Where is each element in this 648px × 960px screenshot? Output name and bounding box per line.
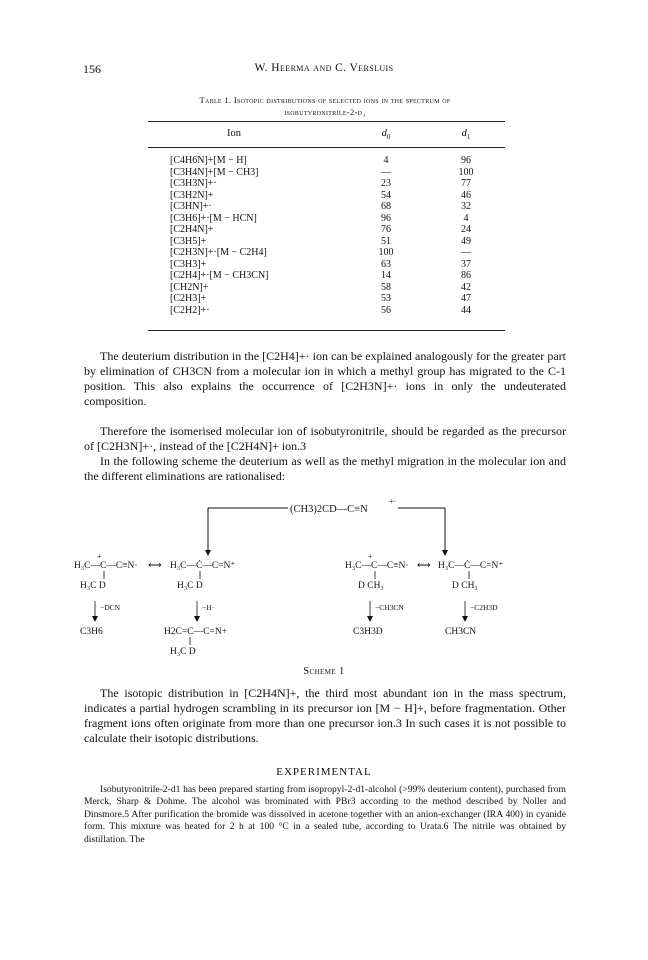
ion-cell: [C3H5]+ bbox=[170, 235, 207, 247]
table-header-d0-letter: d bbox=[381, 128, 387, 139]
ion-cell: [C3H4N]+[M − CH3] bbox=[170, 166, 259, 178]
d0-cell: 23 bbox=[381, 178, 391, 189]
scheme-product-4: CH3CN bbox=[445, 627, 477, 637]
ion-cell: [C2H3N]+·[M − C2H4] bbox=[170, 247, 267, 258]
running-head: W. Heerma and C. Versluis bbox=[254, 62, 394, 74]
scheme-product-2: H2C=C—C=N+ bbox=[164, 627, 228, 637]
ion-cell: [CH2N]+ bbox=[170, 281, 209, 293]
d0-cell: 4 bbox=[383, 155, 389, 166]
scheme-loss-1: −DCN bbox=[100, 603, 121, 612]
svg-text:+: + bbox=[97, 552, 102, 561]
d0-cell: 76 bbox=[381, 224, 391, 235]
table-header-d1: $d_1$ bbox=[461, 128, 471, 142]
scheme-caption: Scheme 1 bbox=[303, 666, 345, 677]
scheme-loss-4: −C2H3D bbox=[470, 603, 498, 612]
svg-text:+: + bbox=[368, 552, 373, 561]
ion-cell: [C3HN]+· bbox=[170, 201, 212, 212]
table-caption bbox=[110, 94, 540, 118]
ion-cell: [C4H6N]+[M − H] bbox=[170, 155, 247, 166]
ion-cell: [C3H3N]+· bbox=[170, 178, 217, 189]
table-row bbox=[170, 201, 500, 213]
table-row bbox=[170, 155, 500, 167]
d0-cell: 68 bbox=[381, 201, 391, 212]
svg-text:H₃C D: H₃C D bbox=[80, 581, 106, 591]
table-row bbox=[170, 247, 500, 259]
svg-text:D CH₃: D CH₃ bbox=[452, 581, 478, 591]
d0-cell: 14 bbox=[381, 270, 391, 281]
d0-cell: 58 bbox=[381, 281, 391, 293]
table-row bbox=[170, 270, 500, 282]
table-caption-line2: isobutyronitrile-2-d₁ bbox=[284, 107, 366, 117]
svg-text:H₃C D: H₃C D bbox=[170, 647, 196, 657]
d1-cell: 77 bbox=[461, 178, 471, 189]
table-row bbox=[170, 178, 500, 190]
d0-cell: 100 bbox=[378, 247, 394, 258]
scheme-product-1: C3H6 bbox=[80, 627, 103, 637]
ion-cell: [C3H2N]+ bbox=[170, 189, 214, 201]
d0-cell: 96 bbox=[381, 212, 391, 224]
d0-cell: 53 bbox=[381, 293, 391, 304]
table-header-d1-letter: d bbox=[461, 128, 467, 139]
scheme-product-3: C3H3D bbox=[353, 627, 383, 637]
table-body bbox=[170, 155, 500, 316]
table-row bbox=[170, 305, 500, 317]
svg-text:H₃C D: H₃C D bbox=[177, 581, 203, 591]
svg-text:⟷: ⟷ bbox=[148, 561, 162, 571]
d1-cell: 49 bbox=[461, 235, 471, 247]
table-header-ion: Ion bbox=[227, 128, 241, 139]
table-header-d0: $d_0$ bbox=[381, 128, 391, 142]
d0-cell: 63 bbox=[381, 258, 391, 270]
d1-cell: 32 bbox=[461, 201, 471, 212]
experimental-text: Isobutyronitrile-2-d1 has been prepared starting from isopropyl-2-d1-alcohol (>99% deuterium content), purchased from Merck, Sharp & Dohme. The alcohol was brominated with PBr3 according to the method described by Noller and Dinsmore.5 After purification the bromide was dissolved in acetone together with an anion-exchanger (IRA 400) in cyanide form. This mixture was heated for 2 h at 100 °C in a sealed tube, according to Urata.6 The nitrile was obtained by distillation. The bbox=[84, 784, 566, 845]
d0-cell: 54 bbox=[381, 189, 391, 201]
ion-cell: [C2H2]+· bbox=[170, 304, 210, 316]
paragraph-2: Therefore the isomerised molecular ion of isobutyronitrile, should be regarded as the precursor of [C2H3N]+·, instead of the [C2H4N]+ ion.3 bbox=[84, 424, 566, 453]
table-row bbox=[170, 236, 500, 248]
experimental-heading: EXPERIMENTAL bbox=[276, 766, 372, 778]
d1-cell: 86 bbox=[461, 270, 471, 281]
d1-cell: 47 bbox=[461, 293, 471, 304]
table-top-rule bbox=[148, 121, 505, 122]
ion-cell: [C2H4]+·[M − CH3CN] bbox=[170, 270, 269, 281]
table-row bbox=[170, 282, 500, 294]
table-header-rule bbox=[148, 147, 505, 148]
table-bottom-rule bbox=[148, 330, 505, 331]
d1-cell: 4 bbox=[463, 212, 469, 224]
table-row bbox=[170, 259, 500, 271]
reaction-scheme bbox=[60, 494, 600, 660]
paragraph-3: In the following scheme the deuterium as well as the methyl migration in the molecular ion and the different eliminations are rationalised: bbox=[84, 454, 566, 483]
d0-cell: 51 bbox=[381, 235, 391, 247]
table-caption-compound: isobutyronitrile-2-d bbox=[284, 107, 363, 117]
d1-cell: 96 bbox=[461, 155, 471, 166]
table-row bbox=[170, 224, 500, 236]
scheme-loss-2: −H· bbox=[202, 603, 215, 612]
d1-cell: 44 bbox=[461, 304, 471, 316]
d0-cell: — bbox=[381, 166, 391, 178]
table-row bbox=[170, 167, 500, 179]
ion-cell: [C2H4N]+ bbox=[170, 224, 214, 235]
d1-cell: 46 bbox=[461, 189, 471, 201]
table-row bbox=[170, 293, 500, 305]
d1-cell: 24 bbox=[461, 224, 471, 235]
svg-text:H₃C—Ċ—C=N⁺: H₃C—Ċ—C=N⁺ bbox=[438, 561, 504, 571]
table-row bbox=[170, 213, 500, 225]
svg-text:H₃C—C—C≡N·: H₃C—C—C≡N· bbox=[74, 561, 138, 571]
page-number: 156 bbox=[83, 62, 101, 76]
ion-cell: [C2H3]+ bbox=[170, 293, 207, 304]
svg-text:H₃C—Ċ—C=N⁺: H₃C—Ċ—C=N⁺ bbox=[170, 561, 236, 571]
d1-cell: — bbox=[461, 247, 471, 258]
scheme-top-ion: (CH3)2CD—C≡N bbox=[290, 504, 368, 515]
svg-text:⟷: ⟷ bbox=[417, 561, 431, 571]
svg-text:H₃C—C—C≡N·: H₃C—C—C≡N· bbox=[345, 561, 409, 571]
table-row bbox=[170, 190, 500, 202]
scheme-loss-3: −CH3CN bbox=[375, 603, 404, 612]
svg-text:D CH₃: D CH₃ bbox=[358, 581, 384, 591]
svg-text:+·: +· bbox=[389, 497, 397, 506]
ion-cell: [C3H6]+·[M − HCN] bbox=[170, 212, 257, 224]
d1-cell: 100 bbox=[458, 166, 474, 178]
d1-cell: 37 bbox=[461, 258, 471, 270]
paragraph-4: The isotopic distribution in [C2H4N]+, the third most abundant ion in the mass spectrum, indicates a partial hydrogen scrambling in its precursor ion [M − H]+, before fragmentation. Other fragment ions often originate from more than one precursor ion.3 In such cases it is not possible to calculate their isotopic distributions. bbox=[84, 686, 566, 745]
d0-cell: 56 bbox=[381, 304, 391, 316]
d1-cell: 42 bbox=[461, 281, 471, 293]
table-caption-line1: Table 1. Isotopic distributions of selected ions in the spectrum of bbox=[199, 95, 451, 105]
paragraph-1: The deuterium distribution in the [C2H4]+· ion can be explained analogously for the greater part by elimination of CH3CN from a molecular ion in which a methyl group has migrated to the C-1 position. This also explains the occurrence of [C2H3N]+· ions in only the undeuterated composition. bbox=[84, 349, 566, 408]
ion-cell: [C3H3]+ bbox=[170, 258, 207, 270]
